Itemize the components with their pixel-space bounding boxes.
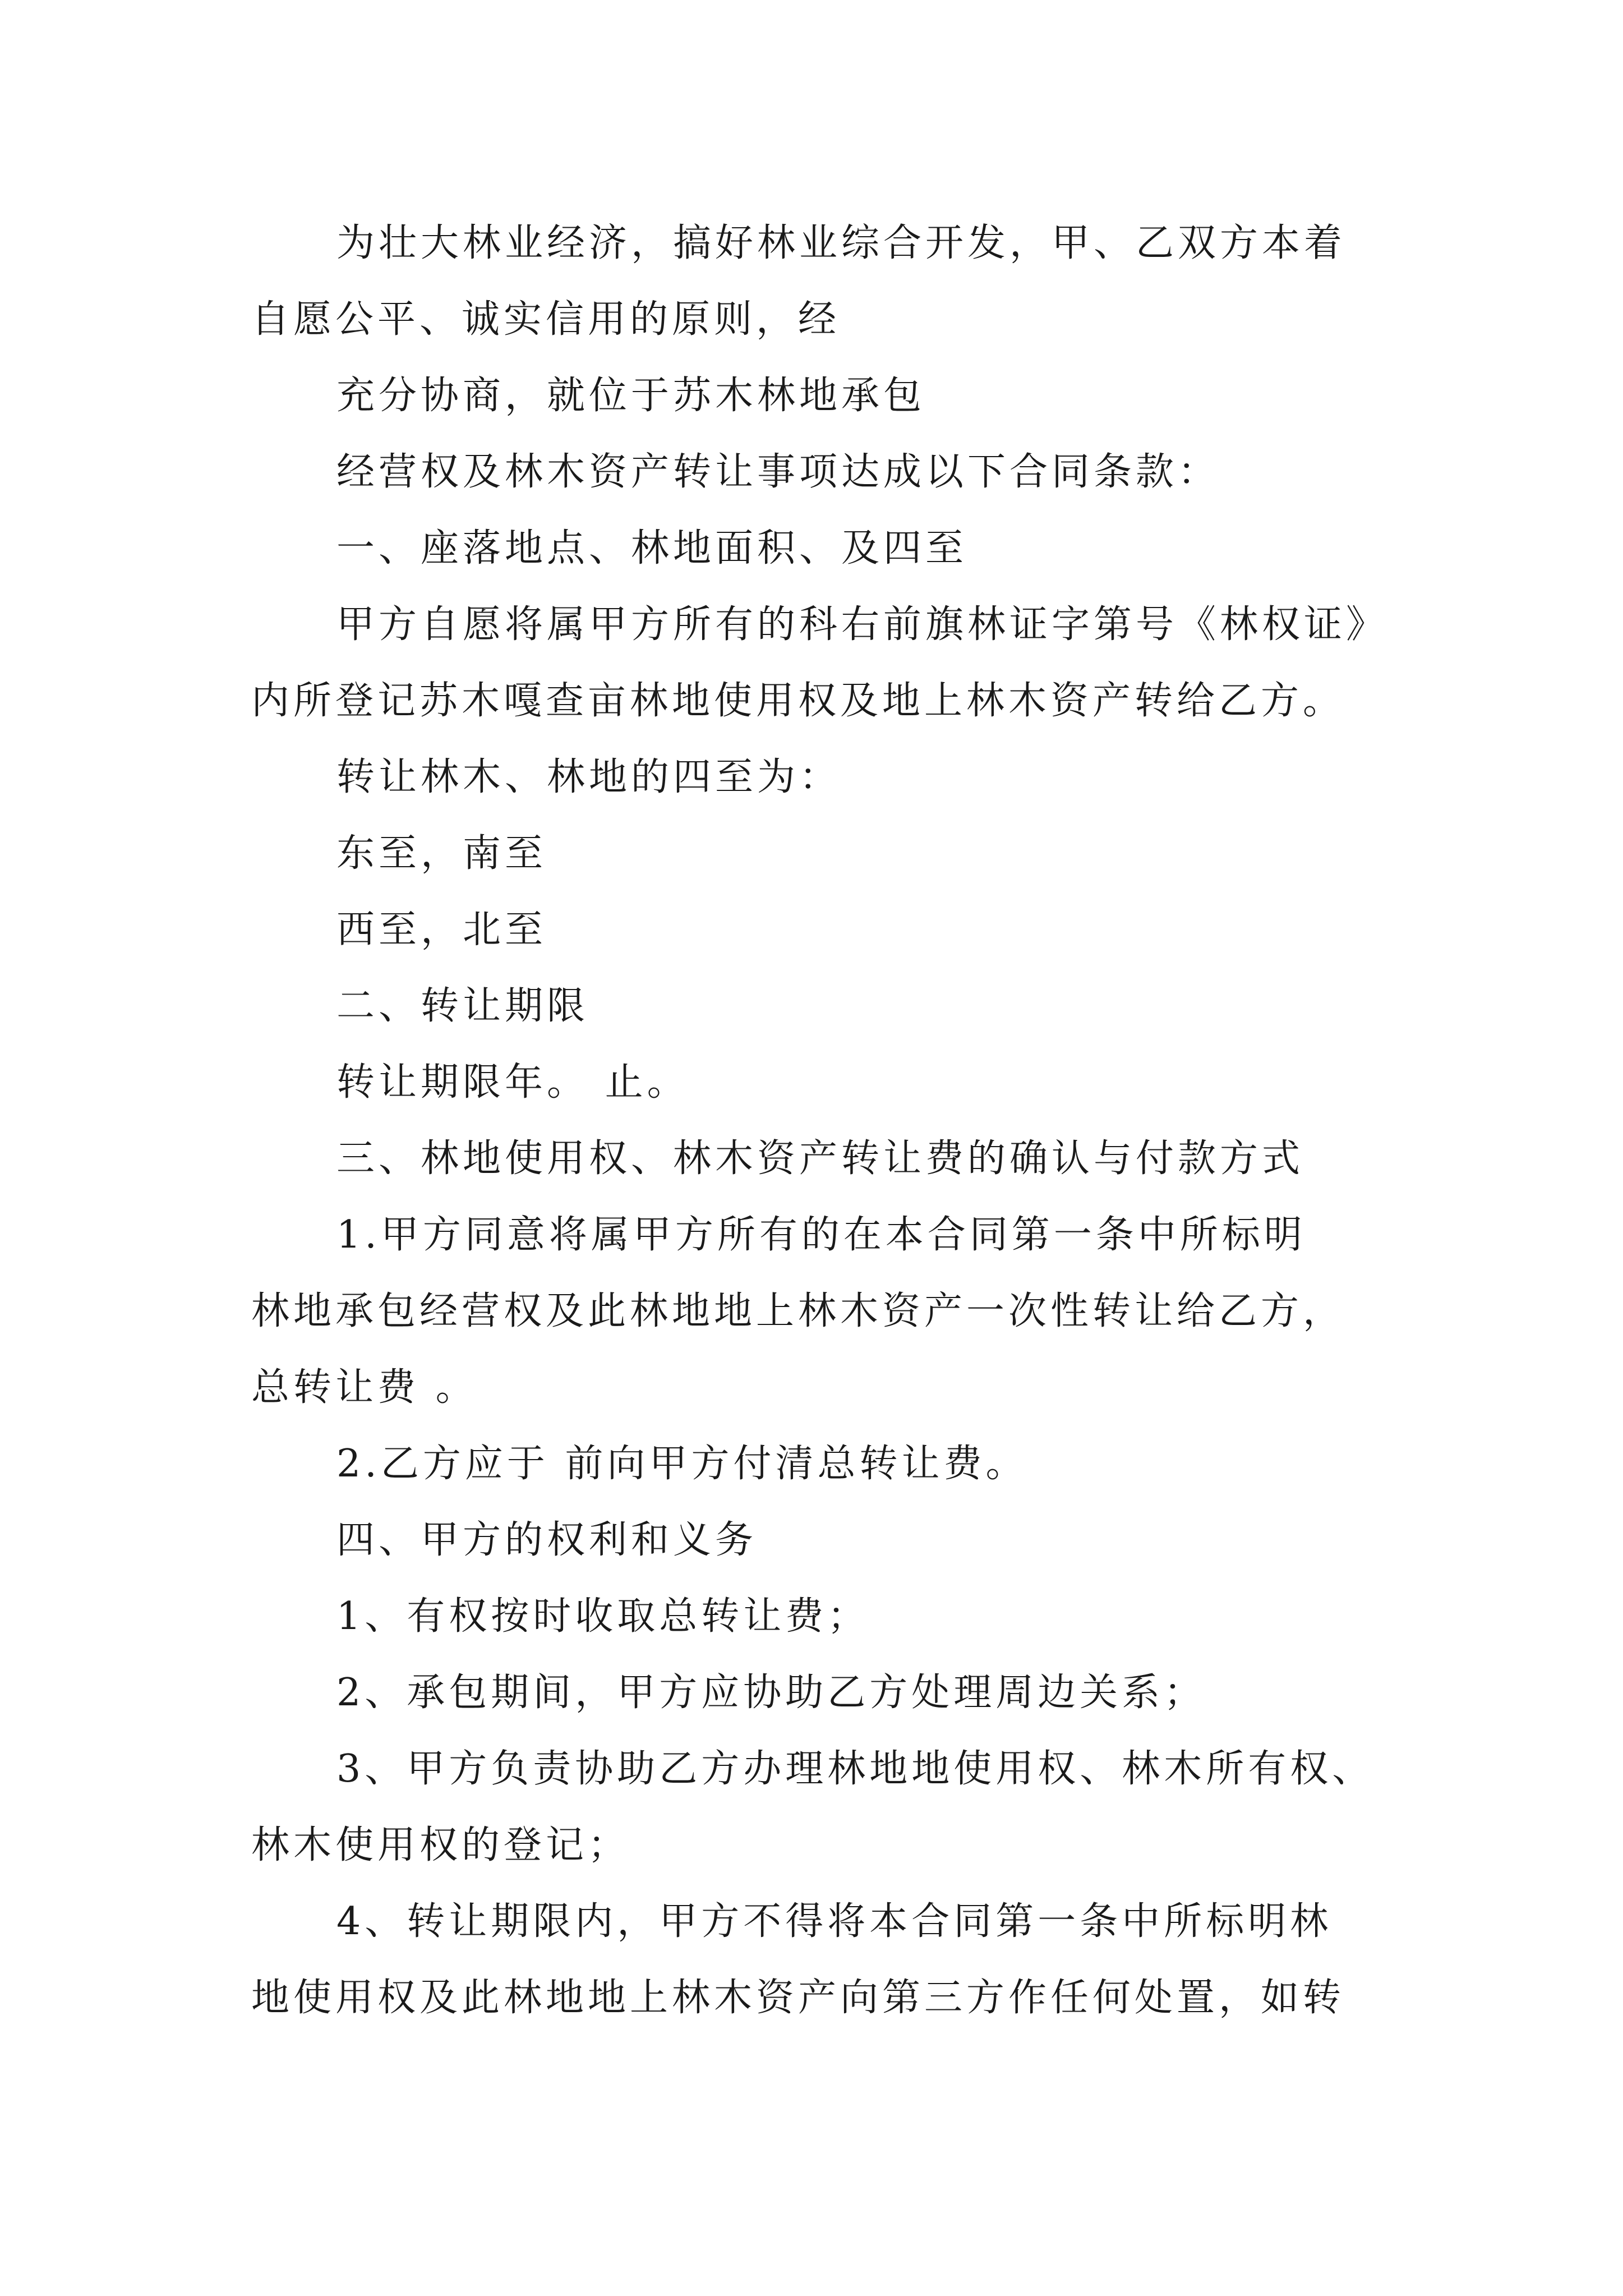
paragraph-line: 西至，北至 [336, 908, 547, 952]
paragraph-line: 转让林木、林地的四至为： [336, 755, 842, 799]
paragraph-line: 林地承包经营权及此林地地上林木资产一次性转让给乙方， [251, 1289, 1345, 1333]
section-heading: 三、林地使用权、林木资产转让费的确认与付款方式 [336, 1137, 1304, 1181]
paragraph-line: 内所登记苏木嘎查亩林地使用权及地上林木资产转给乙方。 [251, 679, 1345, 723]
paragraph-line: 3、甲方负责协助乙方办理林地地使用权、林木所有权、 [336, 1747, 1375, 1791]
section-heading: 四、甲方的权利和义务 [336, 1518, 758, 1562]
paragraph-line: 2.乙方应于 前向甲方付清总转让费。 [336, 1442, 1028, 1486]
section-heading: 一、座落地点、林地面积、及四至 [336, 526, 968, 570]
section-heading: 二、转让期限 [336, 984, 589, 1028]
paragraph-line: 为壮大林业经济，搞好林业综合开发，甲、乙双方本着 [336, 221, 1347, 265]
paragraph-line: 自愿公平、诚实信用的原则，经 [251, 297, 841, 342]
paragraph-line: 经营权及林木资产转让事项达成以下合同条款： [336, 450, 1220, 494]
paragraph-line: 甲方自愿将属甲方所有的科右前旗林证字第号《林权证》 [336, 602, 1389, 647]
paragraph-line: 东至，南至 [336, 831, 547, 876]
paragraph-line: 林木使用权的登记； [251, 1823, 630, 1867]
paragraph-line: 2、承包期间，甲方应协助乙方处理周边关系； [336, 1671, 1206, 1715]
paragraph-line: 4、转让期限内，甲方不得将本合同第一条中所标明林 [336, 1899, 1332, 1944]
paragraph-line: 总转让费 。 [251, 1365, 478, 1410]
paragraph-line: 转让期限年。 止。 [336, 1060, 689, 1105]
paragraph-line: 地使用权及此林地地上林木资产向第三方作任何处置，如转 [251, 1976, 1345, 2020]
paragraph-line: 充分协商，就位于苏木林地承包 [336, 374, 926, 418]
paragraph-line: 1.甲方同意将属甲方所有的在本合同第一条中所标明 [336, 1213, 1306, 1257]
paragraph-line: 1、有权按时收取总转让费； [336, 1594, 870, 1639]
